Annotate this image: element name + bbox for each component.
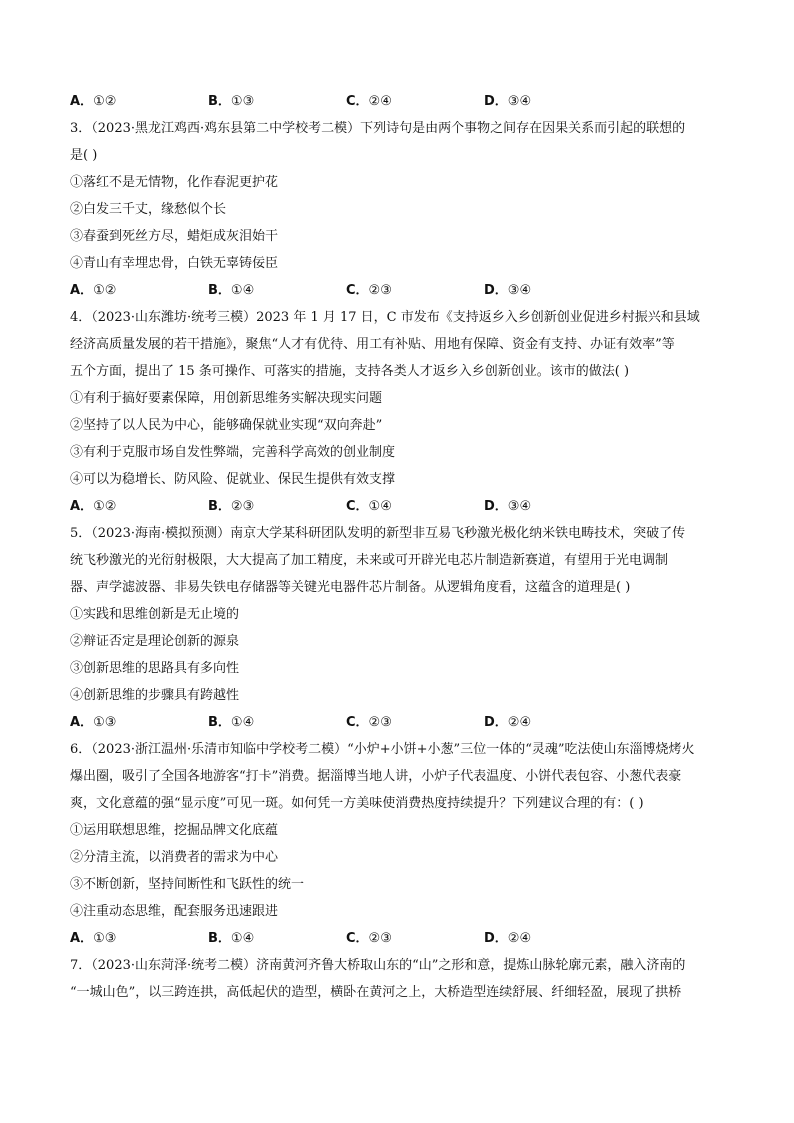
- statement: ②白发三千丈，缘愁似个长: [70, 202, 227, 217]
- option-b: [208, 925, 346, 952]
- option-c: [346, 925, 484, 952]
- question-4: [70, 304, 730, 520]
- question-5: [70, 520, 730, 736]
- option-value: ②③: [368, 283, 392, 298]
- option-letter: D．: [484, 931, 508, 946]
- statement: ④青山有幸埋忠骨，白铁无辜铸佞臣: [70, 256, 279, 271]
- option-letter: A．: [70, 499, 94, 514]
- statement: ③创新思维的思路具有多向性: [70, 661, 240, 676]
- statement: ②分清主流，以消费者的需求为中心: [70, 850, 279, 865]
- option-value: ①④: [230, 283, 255, 298]
- option-letter: C．: [346, 715, 369, 730]
- option-letter: D．: [484, 283, 508, 298]
- question-stem: 4．（2023·山东潍坊·统考三模）2023 年 1 月 17 日，C 市发布《支持返乡入乡创新创业促进乡村振兴和县域: [70, 310, 700, 325]
- option-letter: A．: [70, 94, 94, 109]
- question-stem: 爆出圈，吸引了全国各地游客“打卡”消费。据淄博当地人讲，小炉子代表温度、小饼代表包容、小葱代表豪: [70, 769, 682, 784]
- option-value: ③④: [507, 94, 532, 109]
- option-d: [484, 88, 622, 115]
- question-stem: “一城山色”，以三跨连拱，高低起伏的造型，横卧在黄河之上，大桥造型连续舒展、纤细轻盈，展现了拱桥: [70, 985, 682, 1000]
- statement: ②坚持了以人民为中心，能够确保就业实现“双向奔赴”: [70, 418, 383, 433]
- option-c: [346, 709, 484, 736]
- statement: ①有利于搞好要素保障，用创新思维务实解决现实问题: [70, 391, 383, 406]
- option-d: [484, 277, 622, 304]
- question-6: [70, 736, 730, 952]
- option-letter: B．: [208, 94, 231, 109]
- option-a: [70, 277, 208, 304]
- option-d: [484, 709, 622, 736]
- option-value: ①④: [230, 715, 255, 730]
- question-7: [70, 952, 730, 1006]
- option-value: ①③: [230, 94, 255, 109]
- statement: ④创新思维的步骤具有跨越性: [70, 688, 240, 703]
- option-value: ③④: [507, 499, 532, 514]
- question-stem: 爽，文化意蕴的强“显示度”可见一斑。如何凭一方美味使消费热度持续提升？下列建议合理的有：( ): [70, 796, 644, 811]
- question-options: [70, 277, 730, 304]
- question-stem: 3．（2023·黑龙江鸡西·鸡东县第二中学校考二模）下列诗句是由两个事物之间存在因果关系而引起的联想的: [70, 121, 686, 136]
- option-value: ②③: [368, 715, 392, 730]
- option-letter: B．: [208, 283, 231, 298]
- option-value: ②③: [368, 931, 392, 946]
- option-value: ①④: [368, 499, 392, 514]
- question-stem: 6．（2023·浙江温州·乐清市知临中学校考二模）“小炉+小饼+小葱”三位一体的“灵魂”吃法使山东淄博烧烤火: [70, 742, 695, 757]
- option-letter: D．: [484, 499, 508, 514]
- question-stem: 统飞秒激光的光衍射极限，大大提高了加工精度，未来或可开辟光电芯片制造新赛道，有望用于光电调制: [70, 553, 669, 568]
- option-value: ②④: [507, 931, 532, 946]
- option-value: ①③: [93, 715, 117, 730]
- option-a: [70, 493, 208, 520]
- option-letter: A．: [70, 931, 94, 946]
- question-options: [70, 709, 730, 736]
- option-d: [484, 925, 622, 952]
- option-letter: A．: [70, 283, 94, 298]
- question-stem: 经济高质量发展的若干措施》，聚焦“人才有优待、用工有补贴、用地有保障、资金有支持、办证有效率”等: [70, 337, 675, 352]
- statement: ①实践和思维创新是无止境的: [70, 607, 240, 622]
- option-letter: B．: [208, 499, 231, 514]
- option-value: ①④: [230, 931, 255, 946]
- question-stem: 7．（2023·山东菏泽·统考二模）济南黄河齐鲁大桥取山东的“山”之形和意，提炼山脉轮廓元素，融入济南的: [70, 958, 686, 973]
- q-prev-options: [70, 88, 730, 115]
- option-c: [346, 493, 484, 520]
- option-value: ①③: [93, 931, 117, 946]
- option-c: [346, 88, 484, 115]
- option-letter: B．: [208, 715, 231, 730]
- option-letter: C．: [346, 283, 369, 298]
- option-b: [208, 709, 346, 736]
- option-value: ③④: [507, 283, 532, 298]
- option-letter: C．: [346, 94, 369, 109]
- question-options: [70, 925, 730, 952]
- option-b: [208, 277, 346, 304]
- question-stem: 器、声学滤波器、非易失铁电存储器等关键光电器件芯片制备。从逻辑角度看，这蕴含的道理是( ): [70, 580, 631, 595]
- option-letter: D．: [484, 94, 508, 109]
- option-c: [346, 277, 484, 304]
- statement: ③不断创新，坚持间断性和飞跃性的统一: [70, 877, 305, 892]
- option-letter: C．: [346, 931, 369, 946]
- option-letter: A．: [70, 715, 94, 730]
- statement: ④注重动态思维，配套服务迅速跟进: [70, 904, 279, 919]
- option-value: ①②: [93, 283, 117, 298]
- option-a: [70, 709, 208, 736]
- option-d: [484, 493, 622, 520]
- option-value: ②④: [507, 715, 532, 730]
- option-letter: C．: [346, 499, 369, 514]
- statement: ③有利于克服市场自发性弊端，完善科学高效的创业制度: [70, 445, 396, 460]
- option-value: ②③: [230, 499, 255, 514]
- question-options: [70, 493, 730, 520]
- statement: ③春蚕到死丝方尽，蜡炬成灰泪始干: [70, 229, 279, 244]
- option-b: [208, 88, 346, 115]
- statement: ①落红不是无情物，化作春泥更护花: [70, 175, 279, 190]
- option-a: [70, 88, 208, 115]
- option-value: ①②: [93, 499, 117, 514]
- option-value: ①②: [93, 94, 117, 109]
- statement: ④可以为稳增长、防风险、促就业、保民生提供有效支撑: [70, 472, 396, 487]
- question-3: [70, 115, 730, 304]
- option-letter: D．: [484, 715, 508, 730]
- statement: ①运用联想思维，挖掘品牌文化底蕴: [70, 823, 279, 838]
- exam-content: [70, 88, 730, 1006]
- question-stem: 5．（2023·海南·模拟预测）南京大学某科研团队发明的新型非互易飞秒激光极化纳米铁电畴技术，突破了传: [70, 526, 686, 541]
- option-a: [70, 925, 208, 952]
- option-value: ②④: [368, 94, 392, 109]
- option-letter: B．: [208, 931, 231, 946]
- statement: ②辩证否定是理论创新的源泉: [70, 634, 240, 649]
- option-b: [208, 493, 346, 520]
- question-stem: 五个方面，提出了 15 条可操作、可落实的措施，支持各类人才返乡入乡创新创业。该市的做法( ): [70, 364, 630, 379]
- question-stem: 是( ): [70, 148, 98, 163]
